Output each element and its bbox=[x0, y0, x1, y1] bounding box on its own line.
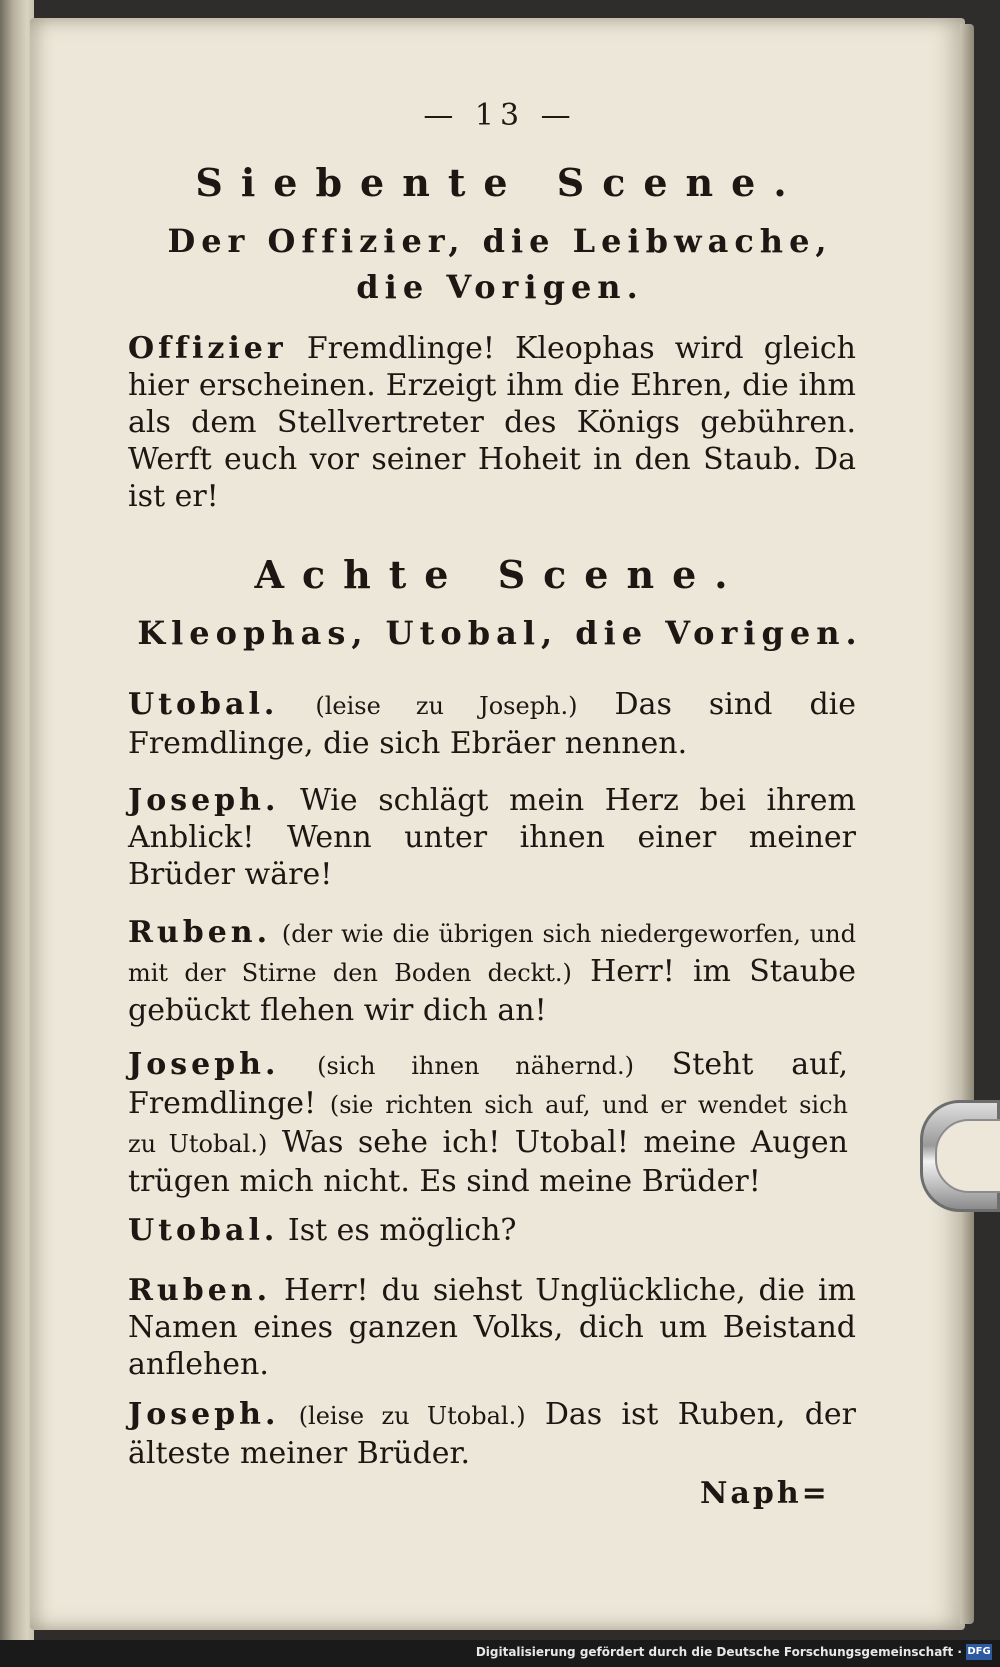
speech-ruben-1 bbox=[128, 914, 856, 1029]
speech-text: Steht auf, Fremdlinge! bbox=[128, 1047, 848, 1121]
speech-ruben-2 bbox=[128, 1272, 856, 1383]
speech-text: Das ist Ruben, der älteste meiner Brüder. bbox=[128, 1397, 856, 1471]
scene-cast-line-3: Kleophas, Utobal, die Vorigen. bbox=[137, 614, 863, 652]
speaker-name: Joseph. bbox=[128, 1047, 280, 1082]
page-clip bbox=[920, 1100, 1000, 1212]
scene-cast-line-2: die Vorigen. bbox=[356, 268, 644, 306]
speech-text: Herr! im Staube gebückt flehen wir dich an! bbox=[128, 954, 856, 1028]
speech-utobal-2 bbox=[128, 1212, 856, 1249]
speaker-name: Ruben. bbox=[128, 1273, 272, 1308]
speech-joseph-1 bbox=[128, 782, 856, 893]
speaker-name: Utobal. bbox=[128, 1213, 279, 1248]
speech-officer bbox=[128, 330, 856, 515]
speaker-name: Joseph. bbox=[128, 1397, 280, 1432]
page-right-edge bbox=[960, 24, 974, 1624]
page-clip-inner bbox=[935, 1119, 1000, 1193]
scene-cast-line-1: Der Offizier, die Leibwache, bbox=[167, 222, 833, 260]
stage-direction: (sie richten sich auf, und er wendet sich zu Utobal.) bbox=[128, 1091, 848, 1158]
left-page-edge bbox=[0, 0, 34, 1640]
speaker-name: Offizier bbox=[128, 331, 287, 366]
speech-text: Fremdlinge! Kleophas wird gleich hier erscheinen. Erzeigt ihm die Ehren, die ihm als dem Stellvertreter des Königs gebühren. Werft euch vor seiner Hoheit in den Staub. Da ist er! bbox=[128, 331, 856, 514]
stage-direction: (leise zu Joseph.) bbox=[315, 692, 578, 720]
speaker-name: Joseph. bbox=[128, 783, 280, 818]
scene-heading-eighth: Achte Scene. bbox=[254, 552, 746, 597]
stage-direction: (der wie die übrigen sich niedergeworfen, und mit der Stirne den Boden deckt.) bbox=[128, 920, 856, 987]
speech-text: Herr! du siehst Unglückliche, die im Namen eines ganzen Volks, dich um Beistand anflehen. bbox=[128, 1273, 856, 1382]
catchword: Naph= bbox=[700, 1476, 830, 1511]
speaker-name: Ruben. bbox=[128, 915, 272, 950]
page-number: — 13 — bbox=[423, 98, 577, 133]
stage-direction: (sich ihnen nähernd.) bbox=[317, 1052, 635, 1080]
speech-text: Das sind die Fremdlinge, die sich Ebräer nennen. bbox=[128, 687, 856, 761]
speech-text: Was sehe ich! Utobal! meine Augen trügen mich nicht. Es sind meine Brüder! bbox=[128, 1125, 849, 1199]
speech-text: Wie schlägt mein Herz bei ihrem Anblick! Wenn unter ihnen einer meiner Brüder wäre! bbox=[128, 783, 856, 892]
funding-credit: Digitalisierung gefördert durch die Deutsche Forschungsgemeinschaft · bbox=[475, 1645, 962, 1659]
speech-text: Ist es möglich? bbox=[287, 1213, 517, 1248]
scene-heading-seventh: Siebente Scene. bbox=[195, 160, 805, 205]
speaker-name: Utobal. bbox=[128, 687, 279, 722]
speech-utobal-1 bbox=[128, 686, 856, 762]
speech-joseph-2 bbox=[128, 1046, 848, 1200]
speech-joseph-3 bbox=[128, 1396, 856, 1472]
dfg-logo: DFG bbox=[966, 1644, 992, 1660]
stage-direction: (leise zu Utobal.) bbox=[298, 1402, 526, 1430]
